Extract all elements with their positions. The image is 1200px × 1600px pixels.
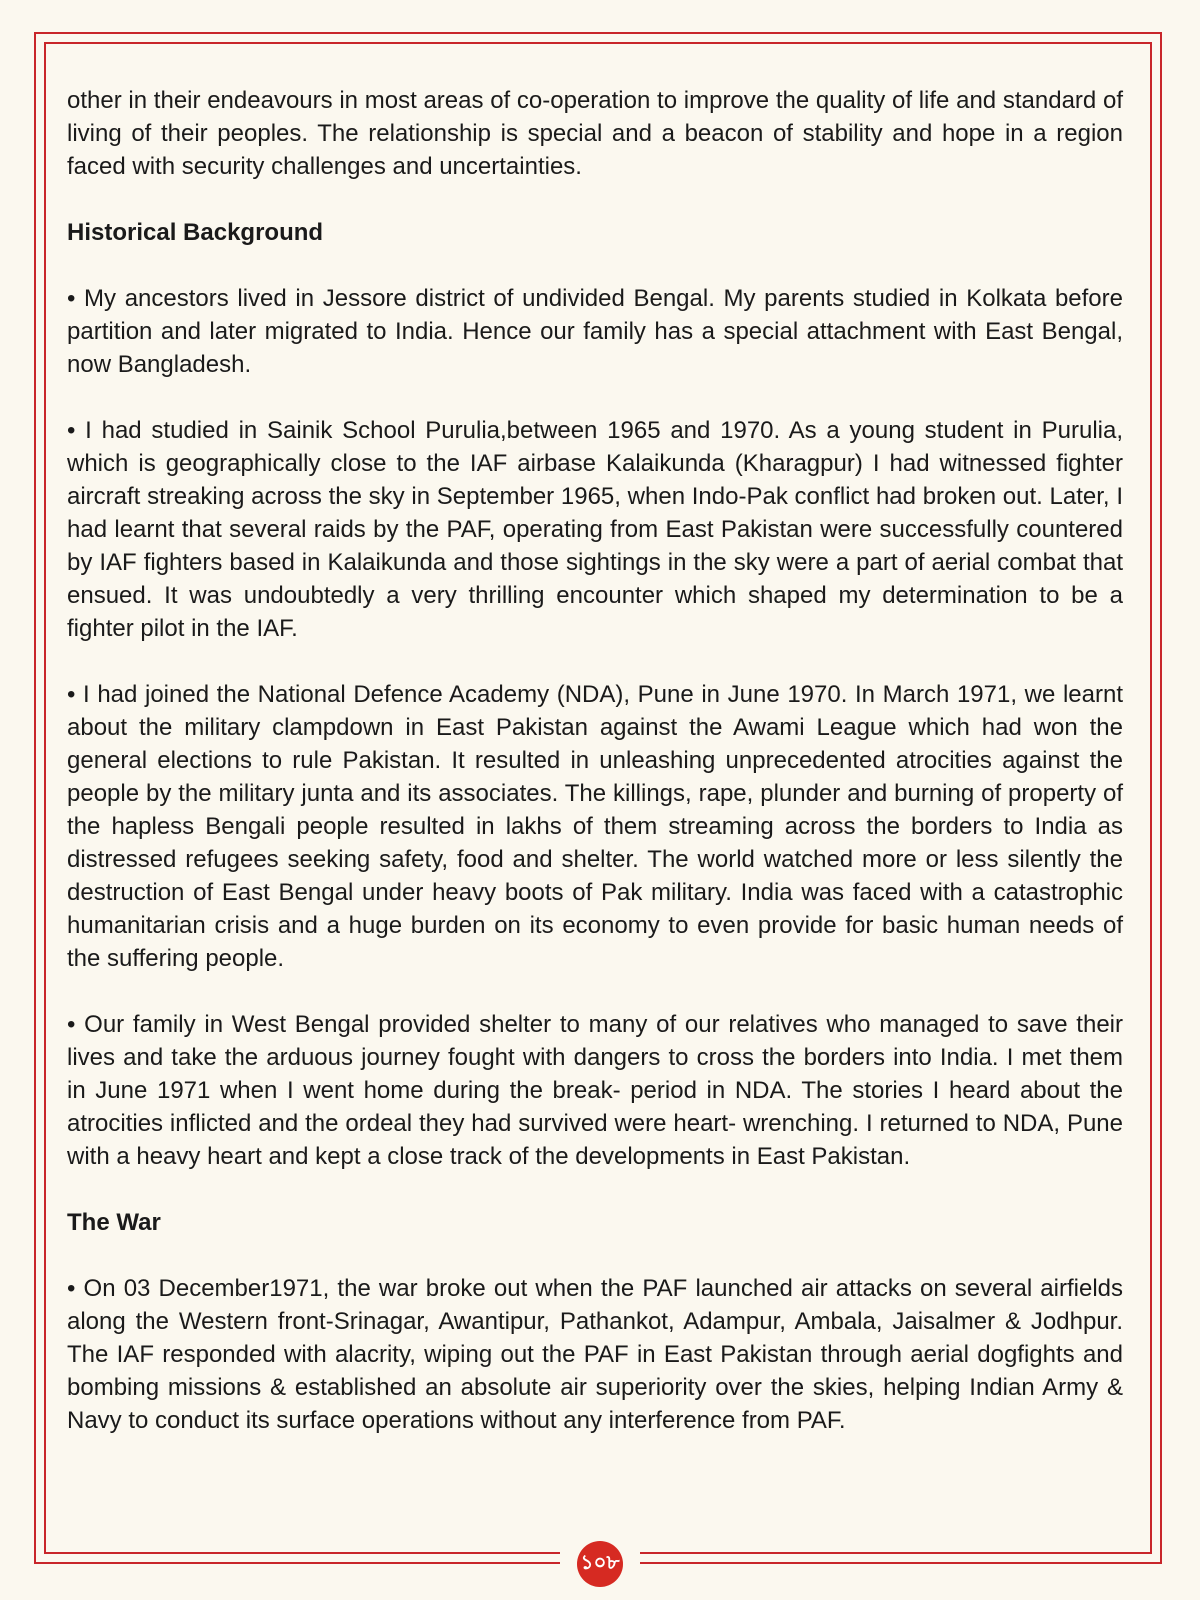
history-paragraph-nda: • I had joined the National Defence Academy (NDA), Pune in June 1970. In March 1971, we learnt about the military clampdown in East Pakistan against the Awami League which had won the general elections to rule Pakistan. It resulted in unleashing unprecedented atrocities against the people by the military junta and its associates. The killings, rape, plunder and burning of property of the hapless Bengali people resulted in lakhs of them streaming across the borders to India as distressed refugees seeking safety, food and shelter. The world watched more or less silently the destruction of East Bengal under heavy boots of Pak military. India was faced with a catastrophic humanitarian crisis and a huge burden on its economy to even provide for basic human needs of the suffering people. xyxy=(67,681,1123,972)
heading-the-war: The War xyxy=(67,1209,161,1236)
war-paragraph-outbreak: • On 03 December1971, the war broke out when the PAF launched air attacks on several airfields along the Western front-Srinagar, Awantipur, Pathankot, Adampur, Ambala, Jaisalmer & Jodhpur. The IAF responded with alacrity, wiping out the PAF in East Pakistan through aerial dogfights and bombing missions & established an absolute air superiority over the skies, helping Indian Army & Navy to conduct its surface operations without any interference from PAF. xyxy=(67,1275,1123,1434)
heading-historical-background: Historical Background xyxy=(67,219,324,246)
history-paragraph-sainik-school: • I had studied in Sainik School Purulia,between 1965 and 1970. As a young student in Purulia, which is geographically close to the IAF airbase Kalaikunda (Kharagpur) I had witnessed fighter aircraft streaking across the sky in September 1965, when Indo-Pak conflict had broken out. Later, I had learnt that several raids by the PAF, operating from East Pakistan were successfully countered by IAF fighters based in Kalaikunda and those sightings in the sky were a part of aerial combat that ensued. It was undoubtedly a very thrilling encounter which shaped my determination to be a fighter pilot in the IAF. xyxy=(67,417,1123,642)
history-paragraph-family: • Our family in West Bengal provided shelter to many of our relatives who managed to save their lives and take the arduous journey fought with dangers to cross the borders into India. I met them in June 1971 when I went home during the break- period in NDA. The stories I heard about the atrocities inflicted and the ordeal they had survived were heart- wrenching. I returned to NDA, Pune with a heavy heart and kept a close track of the developments in East Pakistan. xyxy=(67,1011,1123,1170)
page-number-badge: ১০৮ xyxy=(577,1541,623,1587)
page-content xyxy=(67,84,1123,1470)
page-number-container xyxy=(560,1538,640,1590)
intro-paragraph: other in their endeavours in most areas of co-operation to improve the quality of life and standard of living of their peoples. The relationship is special and a beacon of stability and hope in a region faced with security challenges and uncertainties. xyxy=(67,87,1123,180)
history-paragraph-ancestors: • My ancestors lived in Jessore district of undivided Bengal. My parents studied in Kolkata before partition and later migrated to India. Hence our family has a special attachment with East Bengal, now Bangladesh. xyxy=(67,285,1123,378)
